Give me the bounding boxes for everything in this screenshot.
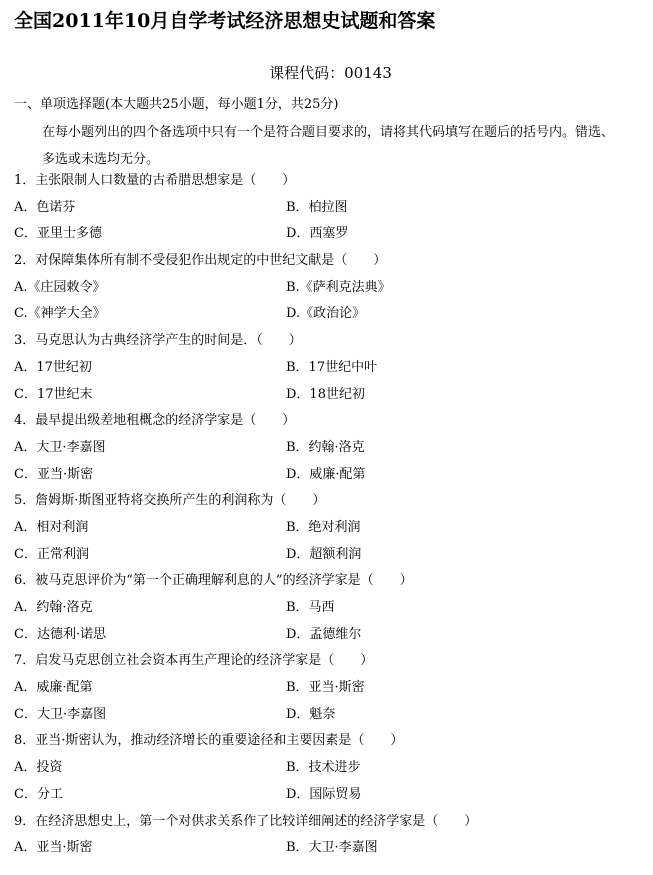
answer-option: B.《萨利克法典》 [286,279,391,295]
answer-option: B．约翰·洛克 [286,439,365,455]
answer-option: D．威廉·配第 [286,466,366,482]
question-stem: 9．在经济思想史上，第一个对供求关系作了比较详细阐述的经济学家是（ ） [14,813,478,829]
answer-option: A．17世纪初 [14,359,92,375]
question-list [14,168,644,862]
answer-option: D．孟德维尔 [286,626,362,642]
answer-option: C．17世纪末 [14,386,93,402]
answer-option: D．国际贸易 [286,786,362,802]
answer-option: C．分工 [14,786,63,802]
question-stem: 7．启发马克思创立社会资本再生产理论的经济学家是（ ） [14,653,374,669]
question-stem: 1．主张限制人口数量的古希腊思想家是（ ） [14,173,296,188]
answer-option: D．18世纪初 [286,386,365,402]
answer-option: A．投资 [14,760,63,776]
option-row [14,462,644,489]
answer-option: C．亚里士多德 [14,226,102,242]
option-row [14,622,644,649]
instruction-line: 多选或未选均无分。 [42,152,160,167]
option-row [14,755,644,782]
option-row [14,275,644,302]
answer-option: B．绝对利润 [286,519,361,535]
option-row [14,435,644,462]
document-title: 全国2011年10月自学考试经济思想史试题和答案 [14,10,436,32]
option-row [14,355,644,382]
option-row [14,595,644,622]
answer-option: D．西塞罗 [286,226,349,242]
answer-option: A.《庄园敕令》 [14,279,106,295]
answer-option: D．魁奈 [286,706,336,722]
option-row [14,782,644,809]
question-stem: 5．詹姆斯·斯图亚特将交换所产生的利润称为（ ） [14,493,326,509]
option-row [14,675,644,702]
answer-option: B．亚当·斯密 [286,680,365,696]
option-row [14,835,644,862]
answer-option: C．达德利·诺思 [14,626,107,642]
answer-option: C．大卫·李嘉图 [14,706,107,722]
answer-option: B．马西 [286,600,335,615]
answer-option: C.《神学大全》 [14,306,106,322]
answer-option: D.《政治论》 [286,306,366,322]
answer-option: D．超额利润 [286,546,362,562]
instruction-line: 在每小题列出的四个备选项中只有一个是符合题目要求的，请将其代码填写在题后的括号内。错选、 [42,125,615,140]
answer-option: A．威廉·配第 [14,680,93,696]
answer-option: B．大卫·李嘉图 [286,840,378,856]
question-stem: 8．亚当·斯密认为，推动经济增长的重要途径和主要因素是（ ） [14,733,404,749]
question-stem: 4．最早提出级差地租概念的经济学家是（ ） [14,413,296,429]
option-row [14,195,644,222]
answer-option: A．相对利润 [14,519,89,535]
option-row [14,221,644,248]
option-row [14,301,644,328]
option-row [14,542,644,569]
answer-option: C．亚当·斯密 [14,466,94,482]
option-row [14,382,644,409]
answer-option: B．柏拉图 [286,199,348,215]
course-code: 课程代码：00143 [269,64,392,82]
option-row [14,515,644,542]
answer-option: B．17世纪中叶 [286,359,378,375]
question-stem: 2．对保障集体所有制不受侵犯作出规定的中世纪文献是（ ） [14,253,387,269]
answer-option: A．色诺芬 [14,199,76,215]
section-heading: 一、单项选择题(本大题共25小题，每小题1分，共25分) [14,97,339,112]
question-stem: 6．被马克思评价为“第一个正确理解利息的人”的经济学家是（ ） [14,573,413,589]
answer-option: A．亚当·斯密 [14,840,93,856]
answer-option: C．正常利润 [14,546,89,562]
answer-option: A．大卫·李嘉图 [14,439,106,455]
answer-option: B．技术进步 [286,760,361,776]
question-stem: 3．马克思认为古典经济学产生的时间是．（ ） [14,333,302,349]
answer-option: A．约翰·洛克 [14,600,93,615]
option-row [14,702,644,729]
section-instructions [42,119,648,173]
